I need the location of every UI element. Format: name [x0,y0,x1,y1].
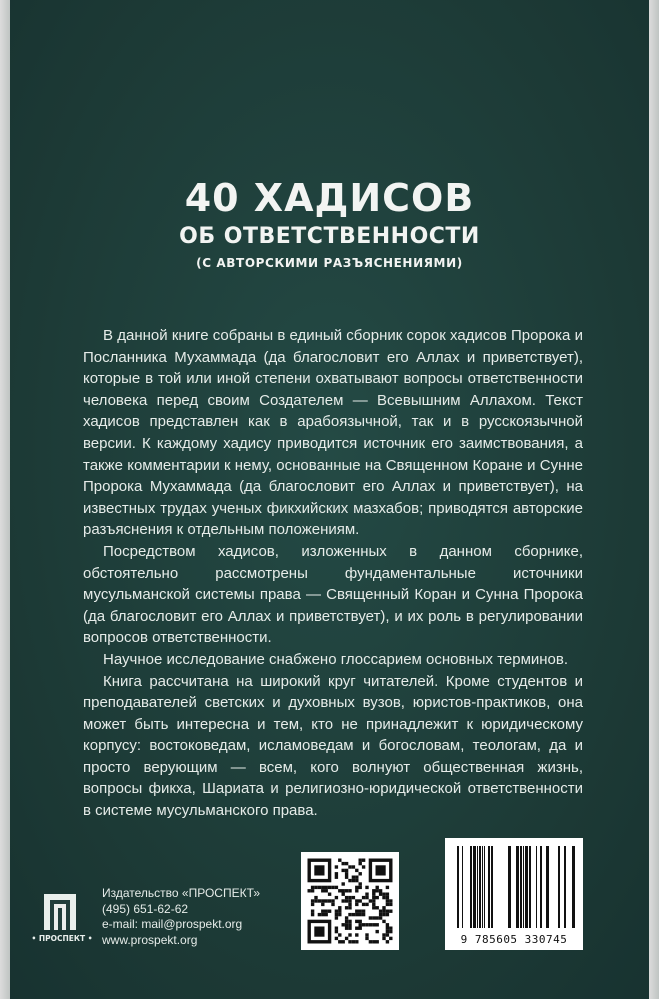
book-subtitle-note: (С АВТОРСКИМИ РАЗЪЯСНЕНИЯМИ) [196,256,463,270]
barcode-icon [445,838,583,933]
publisher-phone: (495) 651-62-62 [102,901,189,916]
publisher-website: www.prospekt.org [102,932,198,947]
qr-code [301,852,399,950]
publisher-info [32,886,292,946]
logo-label: • ПРОСПЕКТ • [32,934,92,943]
paragraph-1: В данной книге собраны в единый сборник сорок хадисов Пророка и Посланника Мухаммада (да благословит его Аллах и приветствует), которые в той или иной степени охватывают вопросы ответственности человека перед своим Создателем — Всевышним Аллахом. Текст хадисов представлен как в арабоязычной, так и в русскоязычной версии. К каждому хадису приводится источник его заимствования, а также комментарии к нему, основанные на Священном Коране и Сунне Пророка Мухаммада (да благословит его Аллах и приветствует), на известных трудах ученых фикхийских мазхабов; приводятся авторские разъяснения к отдельным положениям. [83,327,583,539]
publisher-name: Издательство «ПРОСПЕКТ» [102,886,261,900]
page-edge-right [649,0,659,999]
isbn-number: 9 785605 330745 [460,933,568,946]
title-block [0,176,659,270]
book-title: 40 ХАДИСОВ [184,176,475,220]
isbn-barcode [445,838,583,950]
qr-code-icon [301,852,399,950]
paragraph-2: Посредством хадисов, изложенных в данном сборнике, обстоятельно рассмотрены фундаментальные источники мусульманской системы права — Священный Коран и Сунна Пророка (да благословит его Аллах и приветствует), и их роль в регулировании вопросов ответственности. [83,542,583,647]
publisher-logo [32,892,92,944]
publisher-email: e-mail: mail@prospekt.org [102,917,243,931]
book-subtitle: ОБ ОТВЕТСТВЕННОСТИ [179,224,480,249]
page-edge-left [0,0,10,999]
paragraph-3: Научное исследование снабжено глоссарием основных терминов. [103,650,569,668]
annotation-text [83,325,583,822]
paragraph-4: Книга рассчитана на широкий круг читателей. Кроме студентов и преподавателей светских и духовных вузов, юристов-практиков, она может быть интересна и тем, кто не принадлежит к юридическому корпусу: востоковедам, исламоведам и богословам, теологам, да и просто верующим — всем, кого волнуют общественная жизнь, вопросы фикха, Шариата и религиозно-юридической ответственности в системе мусульманского права. [83,672,583,820]
prospekt-logo-icon [32,892,92,944]
